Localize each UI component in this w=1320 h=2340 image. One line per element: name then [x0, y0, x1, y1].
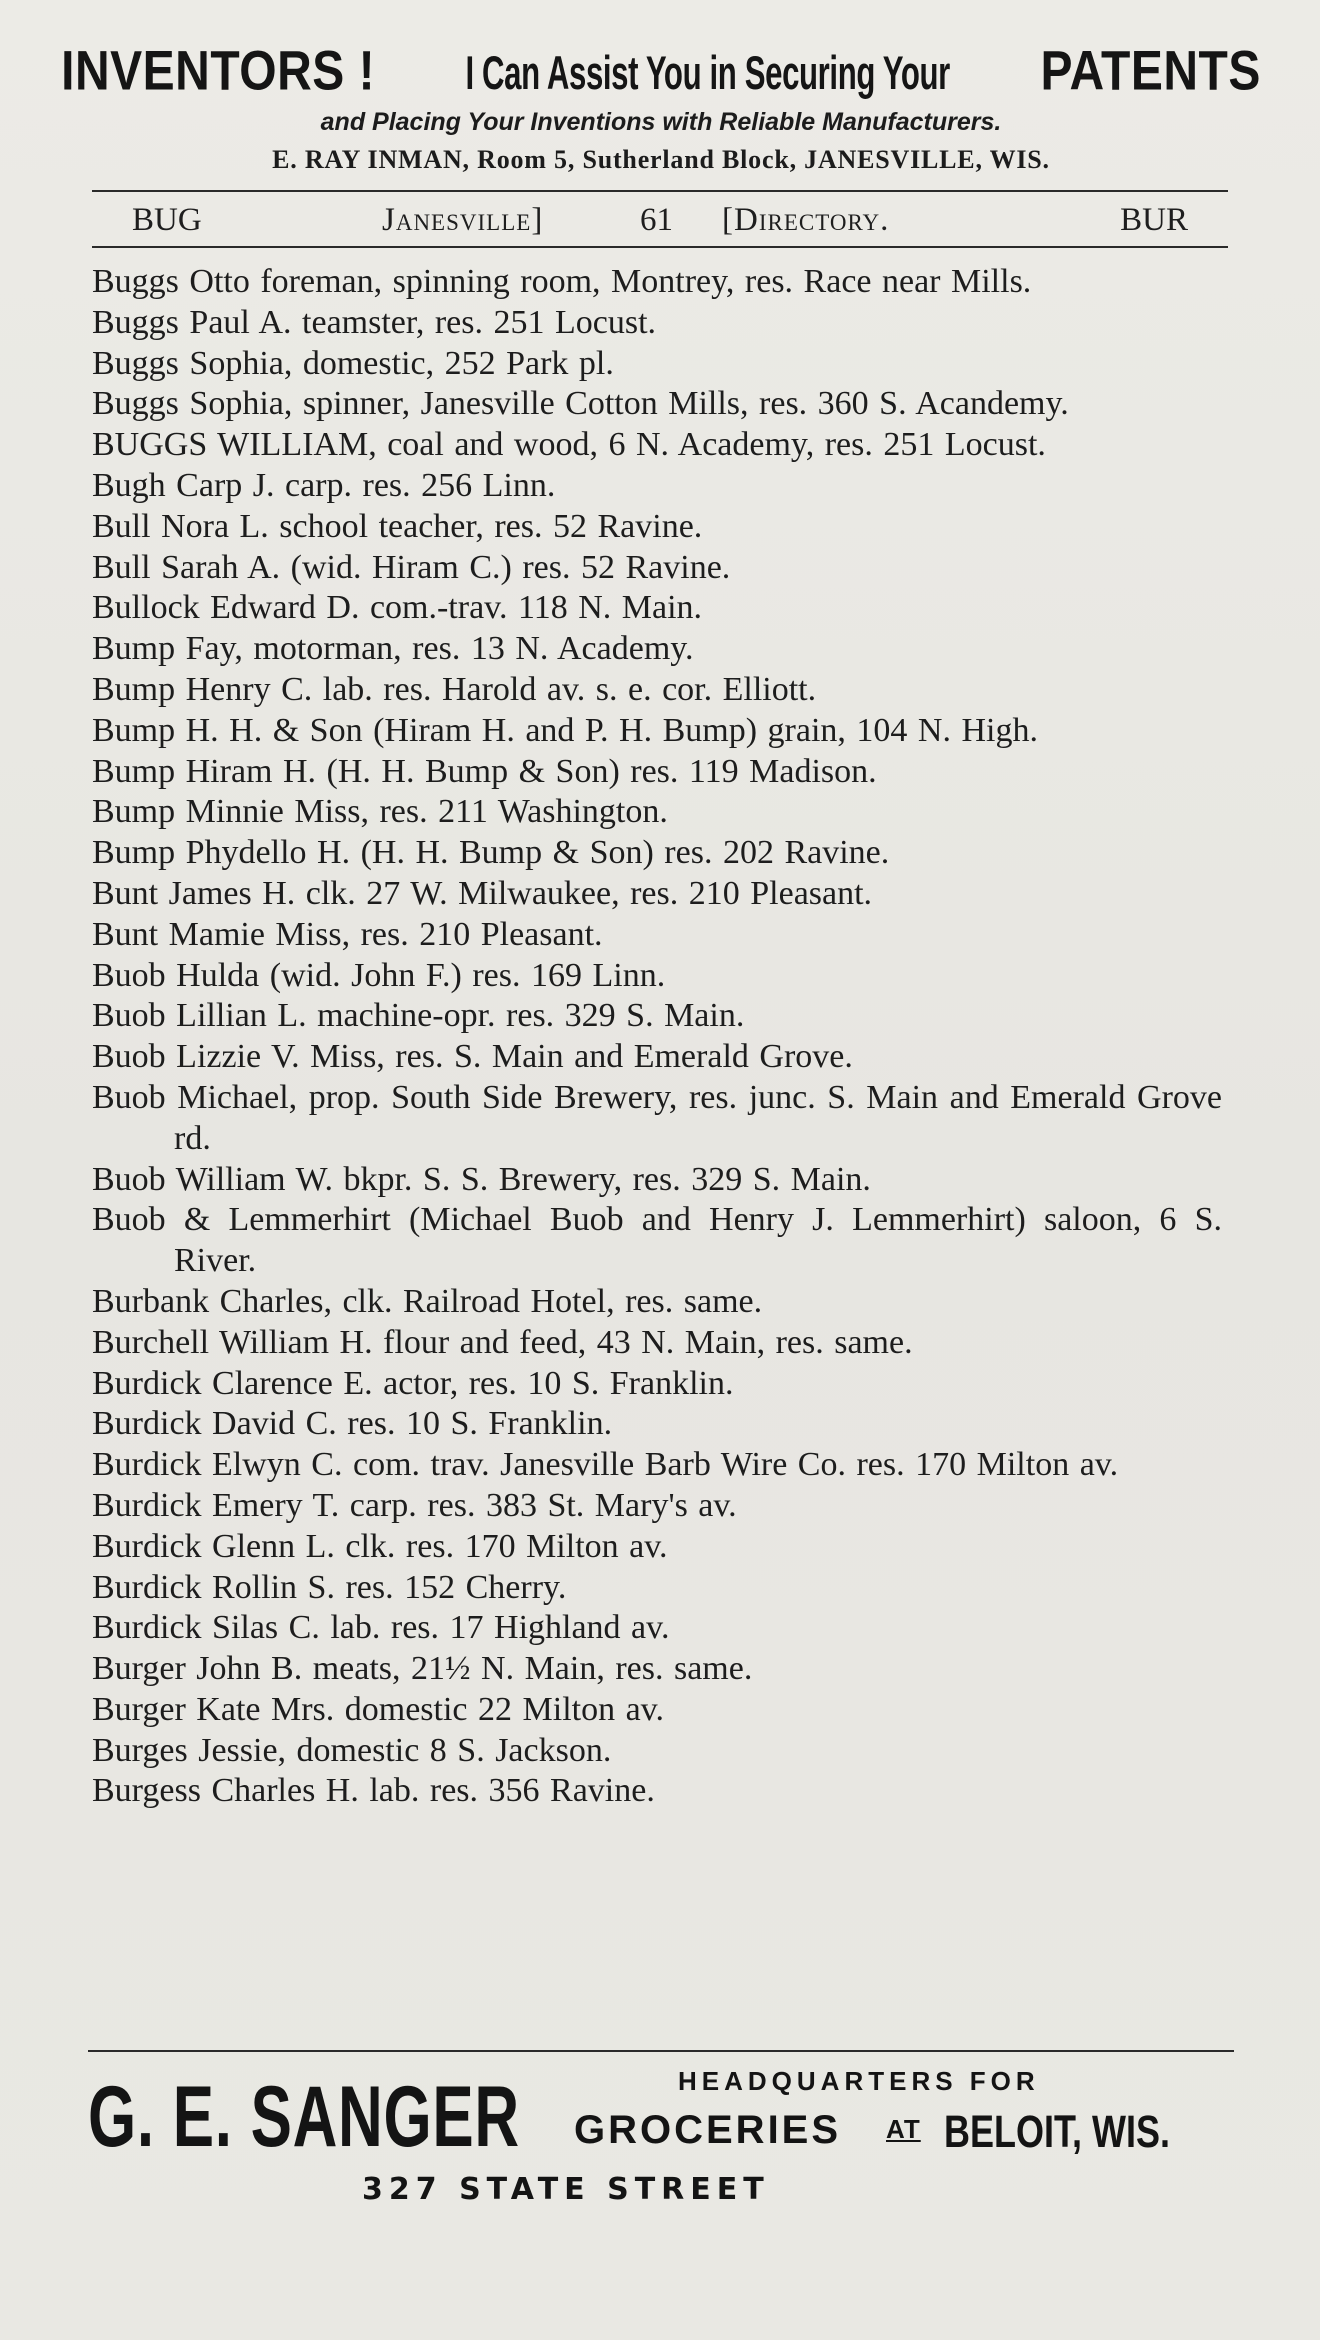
footer-rule [88, 2050, 1234, 2052]
ad-address: 327 STATE STREET [362, 2172, 770, 2207]
directory-entry: Burdick Emery T. carp. res. 383 St. Mary's av. [92, 1486, 737, 1524]
directory-entry: Burdick Glenn L. clk. res. 170 Milton av. [92, 1527, 668, 1565]
ad-city: BELOIT, WIS. [944, 2106, 1171, 2157]
directory-entry: Burges Jessie, domestic 8 S. Jackson. [92, 1731, 612, 1769]
directory-entry: Bullock Edward D. com.-trav. 118 N. Main. [92, 589, 703, 627]
ad-contact-line: E. RAY INMAN, Room 5, Sutherland Block, JANESVILLE, WIS. [272, 145, 1050, 174]
ad-inventors: INVENTORS ! [61, 41, 376, 102]
directory-entry: Burdick Elwyn C. com. trav. Janesville Barb Wire Co. res. 170 Milton av. [92, 1446, 1119, 1484]
directory-entry: Buggs Sophia, spinner, Janesville Cotton Mills, res. 360 S. Acandemy. [92, 385, 1069, 423]
directory-entry: Buggs Otto foreman, spinning room, Montrey, res. Race near Mills. [92, 263, 1032, 300]
directory-entry: Buob & Lemmerhirt (Michael Buob and Henry J. Lemmerhirt) saloon, 6 S. River. [92, 1201, 1222, 1280]
ad-headquarters: HEADQUARTERS FOR [678, 2066, 1040, 2096]
directory-entry: Burger John B. meats, 21½ N. Main, res. same. [92, 1650, 753, 1688]
running-header [92, 202, 1228, 242]
ad-sanger-name: G. E. SANGER [88, 2069, 520, 2165]
directory-entry: Bull Nora L. school teacher, res. 52 Ravine. [92, 507, 703, 545]
header-directory: [Directory. [722, 202, 890, 238]
directory-entry: Bugh Carp J. carp. res. 256 Linn. [92, 466, 556, 504]
header-range-start: BUG [132, 202, 202, 238]
directory-entry: Bump Hiram H. (H. H. Bump & Son) res. 119 Madison. [92, 752, 877, 790]
directory-entry: Burbank Charles, clk. Railroad Hotel, res. same. [92, 1282, 763, 1320]
directory-entry: Bull Sarah A. (wid. Hiram C.) res. 52 Ravine. [92, 548, 731, 586]
ad-assist-text: I Can Assist You in Securing Your [465, 46, 951, 100]
ad-headline [61, 41, 1261, 106]
directory-entry: Buob Lillian L. machine-opr. res. 329 S. Main. [92, 997, 745, 1035]
directory-entry: Bunt James H. clk. 27 W. Milwaukee, res. 210 Pleasant. [92, 874, 873, 912]
directory-entry: Buob Lizzie V. Miss, res. S. Main and Emerald Grove. [92, 1038, 853, 1076]
header-rule-top [92, 190, 1228, 192]
directory-entry: Buob Michael, prop. South Side Brewery, res. junc. S. Main and Emerald Grove rd. [92, 1078, 1222, 1157]
directory-entry: Burchell William H. flour and feed, 43 N. Main, res. same. [92, 1323, 913, 1361]
directory-entry: Burgess Charles H. lab. res. 356 Ravine. [92, 1772, 655, 1810]
ad-groceries: GROCERIES [574, 2108, 842, 2152]
directory-entry: Burger Kate Mrs. domestic 22 Milton av. [92, 1690, 664, 1728]
directory-entry: Buggs Sophia, domestic, 252 Park pl. [92, 344, 614, 382]
directory-entry: Burdick David C. res. 10 S. Franklin. [92, 1405, 613, 1443]
top-advertisement [61, 41, 1261, 175]
directory-entry: Burdick Rollin S. res. 152 Cherry. [92, 1568, 567, 1606]
directory-entry: Burdick Clarence E. actor, res. 10 S. Franklin. [92, 1364, 734, 1402]
ad-at: AT [886, 2114, 921, 2144]
header-city: Janesville] [382, 202, 544, 238]
header-range-end: BUR [1120, 202, 1188, 238]
directory-entry: Bump Fay, motorman, res. 13 N. Academy. [92, 630, 694, 668]
directory-entry: Bunt Mamie Miss, res. 210 Pleasant. [92, 915, 603, 953]
page-number: 61 [640, 202, 673, 238]
header-rule-bottom [92, 246, 1228, 248]
directory-entry: Burdick Silas C. lab. res. 17 Highland av. [92, 1609, 670, 1647]
directory-entry: Buggs Paul A. teamster, res. 251 Locust. [92, 303, 657, 341]
directory-entry: Buob William W. bkpr. S. S. Brewery, res. 329 S. Main. [92, 1160, 871, 1198]
directory-entry: Bump H. H. & Son (Hiram H. and P. H. Bump) grain, 104 N. High. [92, 711, 1038, 749]
directory-entries [92, 262, 1222, 1812]
directory-entry: Bump Minnie Miss, res. 211 Washington. [92, 793, 668, 831]
directory-entry: Bump Henry C. lab. res. Harold av. s. e. cor. Elliott. [92, 670, 817, 708]
ad-patents: PATENTS [1040, 41, 1261, 102]
ad-subline: and Placing Your Inventions with Reliable Manufacturers. [320, 108, 1002, 136]
directory-entry: BUGGS WILLIAM, coal and wood, 6 N. Academy, res. 251 Locust. [92, 426, 1046, 464]
bottom-advertisement [88, 2062, 1234, 2222]
directory-entry: Bump Phydello H. (H. H. Bump & Son) res. 202 Ravine. [92, 834, 890, 872]
directory-entry: Buob Hulda (wid. John F.) res. 169 Linn. [92, 956, 666, 994]
